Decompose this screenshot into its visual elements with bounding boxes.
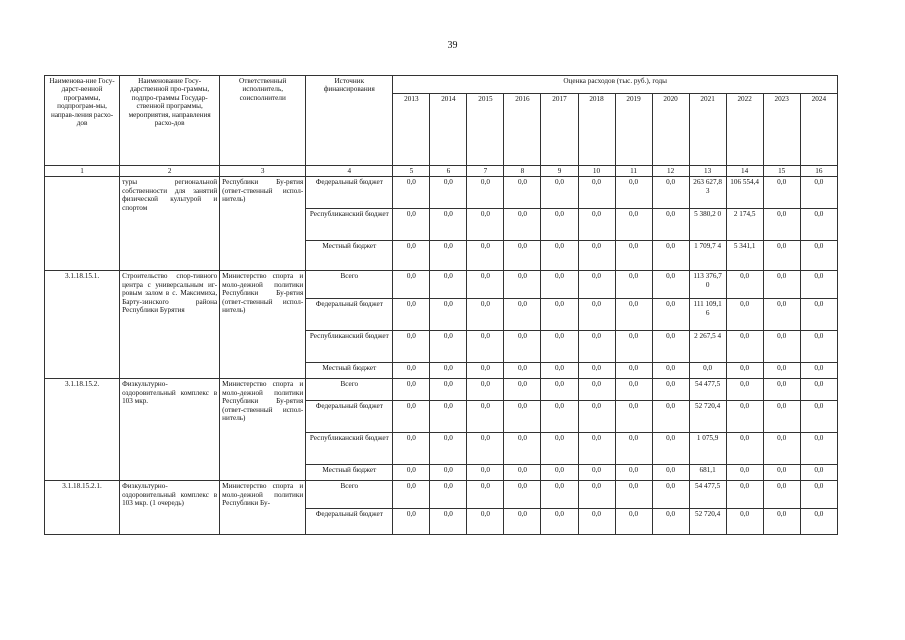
amount-cell: 0,0: [541, 299, 578, 331]
amount-cell: 0,0: [652, 331, 689, 363]
amount-cell: 0,0: [652, 209, 689, 241]
amount-cell: 0,0: [652, 509, 689, 535]
row-name: Физкультурно-оздоровительный комплекс в 103 мкр. (1 очередь): [120, 481, 220, 535]
amount-cell: 0,0: [800, 509, 837, 535]
amount-cell: 0,0: [800, 433, 837, 465]
amount-cell: 681,1: [689, 465, 726, 481]
amount-cell: 0,0: [467, 401, 504, 433]
amount-cell: 0,0: [800, 379, 837, 401]
column-number: 16: [800, 166, 837, 177]
amount-cell: 111 109,1 6: [689, 299, 726, 331]
amount-cell: 0,0: [615, 401, 652, 433]
amount-cell: 0,0: [541, 271, 578, 299]
amount-cell: 0,0: [615, 465, 652, 481]
amount-cell: 0,0: [430, 481, 467, 509]
amount-cell: 113 376,7 0: [689, 271, 726, 299]
amount-cell: 0,0: [615, 241, 652, 271]
amount-cell: 0,0: [504, 241, 541, 271]
amount-cell: 0,0: [726, 481, 763, 509]
amount-cell: 0,0: [467, 331, 504, 363]
column-number: 11: [615, 166, 652, 177]
amount-cell: 0,0: [504, 177, 541, 209]
amount-cell: 0,0: [430, 509, 467, 535]
amount-cell: 0,0: [430, 433, 467, 465]
amount-cell: 0,0: [541, 401, 578, 433]
amount-cell: 263 627,8 3: [689, 177, 726, 209]
amount-cell: 0,0: [541, 379, 578, 401]
amount-cell: 0,0: [430, 241, 467, 271]
funding-source: Всего: [306, 379, 393, 401]
funding-source: Федеральный бюджет: [306, 401, 393, 433]
amount-cell: 0,0: [504, 481, 541, 509]
amount-cell: 0,0: [393, 379, 430, 401]
amount-cell: 0,0: [763, 331, 800, 363]
column-number: 8: [504, 166, 541, 177]
amount-cell: 0,0: [726, 379, 763, 401]
header-event: Наименование Госу-дарственной про-граммы, подпро-граммы Государ-ственной программы, мероприятия, направления расхо-дов: [120, 76, 220, 166]
amount-cell: 0,0: [652, 299, 689, 331]
amount-cell: 0,0: [578, 331, 615, 363]
header-program: Наименова-ние Госу-дарст-венной программы, подпрограм-мы, направ-ления расхо-дов: [45, 76, 120, 166]
amount-cell: 0,0: [689, 363, 726, 379]
amount-cell: 0,0: [541, 331, 578, 363]
amount-cell: 0,0: [393, 509, 430, 535]
amount-cell: 0,0: [504, 379, 541, 401]
amount-cell: 0,0: [578, 433, 615, 465]
amount-cell: 0,0: [467, 465, 504, 481]
amount-cell: 0,0: [763, 363, 800, 379]
amount-cell: 0,0: [800, 241, 837, 271]
table-row: [45, 481, 838, 509]
amount-cell: 0,0: [430, 401, 467, 433]
funding-source: Федеральный бюджет: [306, 177, 393, 209]
table-row: [45, 271, 838, 299]
amount-cell: 0,0: [541, 177, 578, 209]
amount-cell: 0,0: [615, 433, 652, 465]
amount-cell: 0,0: [652, 379, 689, 401]
column-number: 14: [726, 166, 763, 177]
year-header: 2022: [726, 94, 763, 166]
amount-cell: 0,0: [763, 465, 800, 481]
amount-cell: 0,0: [430, 209, 467, 241]
amount-cell: 0,0: [504, 331, 541, 363]
funding-source: Республиканский бюджет: [306, 331, 393, 363]
amount-cell: 0,0: [763, 433, 800, 465]
amount-cell: 0,0: [615, 209, 652, 241]
amount-cell: 0,0: [578, 363, 615, 379]
amount-cell: 0,0: [800, 465, 837, 481]
amount-cell: 0,0: [393, 271, 430, 299]
amount-cell: 0,0: [578, 209, 615, 241]
amount-cell: 0,0: [504, 363, 541, 379]
amount-cell: 1 075,9: [689, 433, 726, 465]
amount-cell: 0,0: [541, 209, 578, 241]
amount-cell: 0,0: [467, 271, 504, 299]
page-number: 39: [447, 40, 458, 51]
amount-cell: 0,0: [393, 209, 430, 241]
amount-cell: 0,0: [578, 177, 615, 209]
row-code: 3.1.18.15.2.1.: [45, 481, 120, 535]
row-name: Строительство спор-тивного центра с универсальным иг-ровым залом в с. Максимиха, Барту-зинского района Республики Бурятия: [120, 271, 220, 379]
amount-cell: 0,0: [763, 299, 800, 331]
amount-cell: 54 477,5: [689, 379, 726, 401]
amount-cell: 0,0: [541, 433, 578, 465]
funding-source: Местный бюджет: [306, 363, 393, 379]
amount-cell: 0,0: [393, 363, 430, 379]
amount-cell: 0,0: [467, 509, 504, 535]
row-code: [45, 177, 120, 271]
amount-cell: 0,0: [393, 241, 430, 271]
amount-cell: 0,0: [541, 465, 578, 481]
column-number: 4: [306, 166, 393, 177]
amount-cell: 0,0: [800, 481, 837, 509]
funding-source: Всего: [306, 481, 393, 509]
amount-cell: 0,0: [393, 177, 430, 209]
amount-cell: 0,0: [393, 331, 430, 363]
amount-cell: 0,0: [726, 433, 763, 465]
year-header: 2014: [430, 94, 467, 166]
amount-cell: 0,0: [541, 509, 578, 535]
expenses-table: [44, 75, 838, 535]
amount-cell: 5 341,1: [726, 241, 763, 271]
funding-source: Местный бюджет: [306, 241, 393, 271]
amount-cell: 0,0: [393, 433, 430, 465]
amount-cell: 0,0: [652, 271, 689, 299]
amount-cell: 0,0: [652, 177, 689, 209]
year-header: 2016: [504, 94, 541, 166]
amount-cell: 2 267,5 4: [689, 331, 726, 363]
row-executor: Министерство спорта и моло-дежной политики Республики Бу-рятия (ответ-ственный испол-нитель): [220, 271, 306, 379]
amount-cell: 0,0: [578, 271, 615, 299]
amount-cell: 0,0: [504, 299, 541, 331]
amount-cell: 0,0: [800, 271, 837, 299]
amount-cell: 0,0: [467, 363, 504, 379]
amount-cell: 0,0: [504, 433, 541, 465]
amount-cell: 0,0: [652, 433, 689, 465]
amount-cell: 0,0: [467, 209, 504, 241]
year-header: 2019: [615, 94, 652, 166]
amount-cell: 0,0: [763, 209, 800, 241]
funding-source: Местный бюджет: [306, 465, 393, 481]
amount-cell: 0,0: [615, 299, 652, 331]
header-source: Источник финансирования: [306, 76, 393, 166]
amount-cell: 0,0: [763, 509, 800, 535]
amount-cell: 0,0: [726, 509, 763, 535]
amount-cell: 0,0: [467, 177, 504, 209]
amount-cell: 0,0: [504, 271, 541, 299]
column-number: 13: [689, 166, 726, 177]
column-number: 6: [430, 166, 467, 177]
amount-cell: 5 380,2 0: [689, 209, 726, 241]
row-executor: Республики Бу-рятия (ответ-ственный испол-нитель): [220, 177, 306, 271]
header-executor: Ответственный исполнитель, соисполнители: [220, 76, 306, 166]
column-number: 15: [763, 166, 800, 177]
amount-cell: 0,0: [504, 401, 541, 433]
amount-cell: 0,0: [800, 363, 837, 379]
funding-source: Всего: [306, 271, 393, 299]
header-row: [45, 76, 838, 94]
column-number: 3: [220, 166, 306, 177]
amount-cell: 0,0: [615, 481, 652, 509]
column-number: 9: [541, 166, 578, 177]
amount-cell: 0,0: [467, 241, 504, 271]
column-number: 12: [652, 166, 689, 177]
amount-cell: 0,0: [763, 379, 800, 401]
column-number: 10: [578, 166, 615, 177]
amount-cell: 0,0: [541, 481, 578, 509]
row-executor: Министерство спорта и моло-дежной политики Республики Бу-рятия (ответ-ственный испол-нитель): [220, 379, 306, 481]
amount-cell: 0,0: [726, 465, 763, 481]
column-number: 7: [467, 166, 504, 177]
row-code: 3.1.18.15.2.: [45, 379, 120, 481]
table-body: [45, 177, 838, 535]
amount-cell: 0,0: [800, 299, 837, 331]
year-header: 2021: [689, 94, 726, 166]
amount-cell: 0,0: [578, 401, 615, 433]
amount-cell: 0,0: [430, 363, 467, 379]
year-header: 2020: [652, 94, 689, 166]
row-name: Физкультурно-оздоровительный комплекс в 103 мкр.: [120, 379, 220, 481]
amount-cell: 54 477,5: [689, 481, 726, 509]
amount-cell: 0,0: [652, 481, 689, 509]
amount-cell: 0,0: [726, 401, 763, 433]
amount-cell: 0,0: [467, 379, 504, 401]
amount-cell: 0,0: [430, 299, 467, 331]
funding-source: Республиканский бюджет: [306, 433, 393, 465]
amount-cell: 0,0: [652, 465, 689, 481]
column-number: 5: [393, 166, 430, 177]
amount-cell: 0,0: [615, 177, 652, 209]
amount-cell: 106 554,4: [726, 177, 763, 209]
year-header: 2013: [393, 94, 430, 166]
amount-cell: 0,0: [393, 299, 430, 331]
column-number: 1: [45, 166, 120, 177]
amount-cell: 0,0: [763, 177, 800, 209]
row-code: 3.1.18.15.1.: [45, 271, 120, 379]
amount-cell: 0,0: [541, 241, 578, 271]
year-header: 2018: [578, 94, 615, 166]
amount-cell: 0,0: [800, 331, 837, 363]
amount-cell: 0,0: [393, 465, 430, 481]
amount-cell: 0,0: [393, 481, 430, 509]
amount-cell: 0,0: [578, 481, 615, 509]
amount-cell: 52 720,4: [689, 509, 726, 535]
table-row: [45, 379, 838, 401]
year-header: 2017: [541, 94, 578, 166]
amount-cell: 0,0: [504, 209, 541, 241]
amount-cell: 0,0: [615, 331, 652, 363]
amount-cell: 0,0: [615, 363, 652, 379]
amount-cell: 0,0: [578, 465, 615, 481]
amount-cell: 0,0: [467, 433, 504, 465]
funding-source: Республиканский бюджет: [306, 209, 393, 241]
column-number-row: [45, 166, 838, 177]
funding-source: Федеральный бюджет: [306, 299, 393, 331]
amount-cell: 0,0: [726, 331, 763, 363]
amount-cell: 0,0: [578, 509, 615, 535]
amount-cell: 2 174,5: [726, 209, 763, 241]
year-header: 2015: [467, 94, 504, 166]
amount-cell: 0,0: [467, 299, 504, 331]
column-number: 2: [120, 166, 220, 177]
year-header: 2023: [763, 94, 800, 166]
amount-cell: 0,0: [726, 299, 763, 331]
amount-cell: 0,0: [615, 509, 652, 535]
row-name: туры региональной собственности для занятий физической культурой и спортом: [120, 177, 220, 271]
amount-cell: 0,0: [430, 379, 467, 401]
amount-cell: 0,0: [430, 331, 467, 363]
amount-cell: 0,0: [652, 363, 689, 379]
amount-cell: 0,0: [578, 299, 615, 331]
amount-cell: 0,0: [800, 177, 837, 209]
amount-cell: 0,0: [430, 271, 467, 299]
amount-cell: 0,0: [800, 401, 837, 433]
amount-cell: 0,0: [578, 379, 615, 401]
amount-cell: 0,0: [652, 401, 689, 433]
amount-cell: 0,0: [541, 363, 578, 379]
amount-cell: 0,0: [652, 241, 689, 271]
amount-cell: 0,0: [763, 401, 800, 433]
amount-cell: 0,0: [726, 363, 763, 379]
amount-cell: 0,0: [763, 241, 800, 271]
amount-cell: 1 709,7 4: [689, 241, 726, 271]
amount-cell: 0,0: [430, 465, 467, 481]
amount-cell: 0,0: [615, 379, 652, 401]
row-executor: Министерство спорта и моло-дежной политики Республики Бу-: [220, 481, 306, 535]
amount-cell: 0,0: [800, 209, 837, 241]
year-header: 2024: [800, 94, 837, 166]
amount-cell: 0,0: [393, 401, 430, 433]
amount-cell: 0,0: [504, 509, 541, 535]
amount-cell: 0,0: [763, 271, 800, 299]
header-estimate: Оценка расходов (тыс. руб.), годы: [393, 76, 838, 94]
funding-source: Федеральный бюджет: [306, 509, 393, 535]
amount-cell: 0,0: [504, 465, 541, 481]
amount-cell: 0,0: [726, 271, 763, 299]
amount-cell: 0,0: [467, 481, 504, 509]
amount-cell: 0,0: [430, 177, 467, 209]
amount-cell: 52 720,4: [689, 401, 726, 433]
amount-cell: 0,0: [763, 481, 800, 509]
amount-cell: 0,0: [615, 271, 652, 299]
table-row: [45, 177, 838, 209]
amount-cell: 0,0: [578, 241, 615, 271]
